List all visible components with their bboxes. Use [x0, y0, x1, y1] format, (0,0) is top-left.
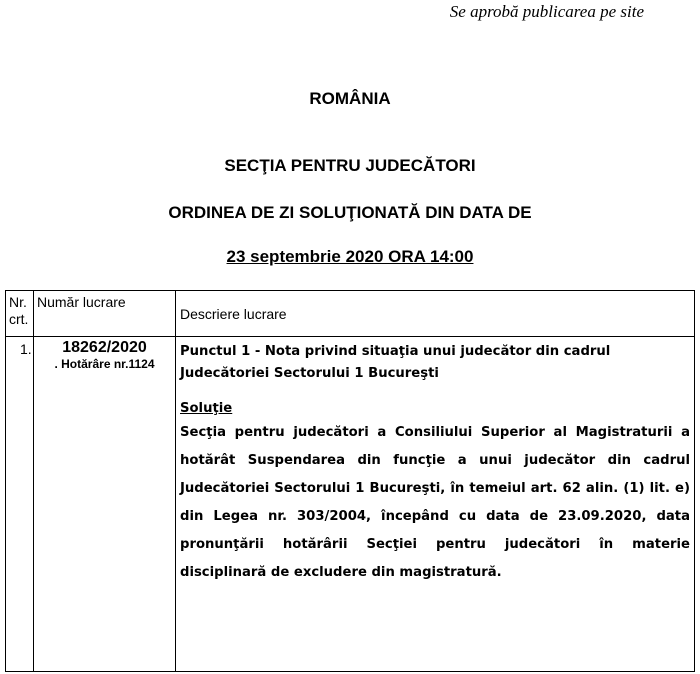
- country-heading: ROMÂNIA: [309, 89, 391, 108]
- agenda-table: [5, 290, 695, 672]
- row-numar-cell: [34, 337, 176, 672]
- section-heading: SECŢIA PENTRU JUDECĂTORI: [224, 156, 476, 175]
- table-header-row: [6, 291, 695, 337]
- row-title: Punctul 1 - Nota privind situaţia unui judecător din cadrul Judecătoriei Sectorului 1 Bucureşti: [180, 344, 611, 381]
- date-heading: 23 septembrie 2020 ORA 14:00: [226, 247, 474, 266]
- header-descriere: Descriere lucrare: [176, 291, 695, 337]
- agenda-heading: ORDINEA DE ZI SOLUŢIONATĂ DIN DATA DE: [168, 203, 532, 222]
- header-nr: Nr. crt.: [6, 291, 34, 337]
- row-nr: 1.: [6, 337, 34, 672]
- table-row: [6, 337, 695, 672]
- row-description-cell: [176, 337, 695, 672]
- header-numar: Număr lucrare: [34, 291, 176, 337]
- row-hotarare: . Hotărâre nr.1124: [54, 357, 155, 371]
- row-numar: 18262/2020: [62, 339, 147, 356]
- solution-label: Soluţie: [180, 401, 233, 416]
- publication-note: Se aprobă publicarea pe site: [449, 2, 644, 21]
- solution-text: Secţia pentru judecători a Consiliului Superior al Magistraturii a hotărât Suspendarea din funcţie a unui judecător din cadrul Judecătoriei Sectorului 1 Bucureşti, în temeiul art. 62 alin. (1) lit. e) din Legea nr. 303/2004, începând cu data de 23.09.2020, data pronunţării hotărârii Secţiei pentru judecători în materie disciplinară de excludere din magistratură.: [180, 425, 690, 580]
